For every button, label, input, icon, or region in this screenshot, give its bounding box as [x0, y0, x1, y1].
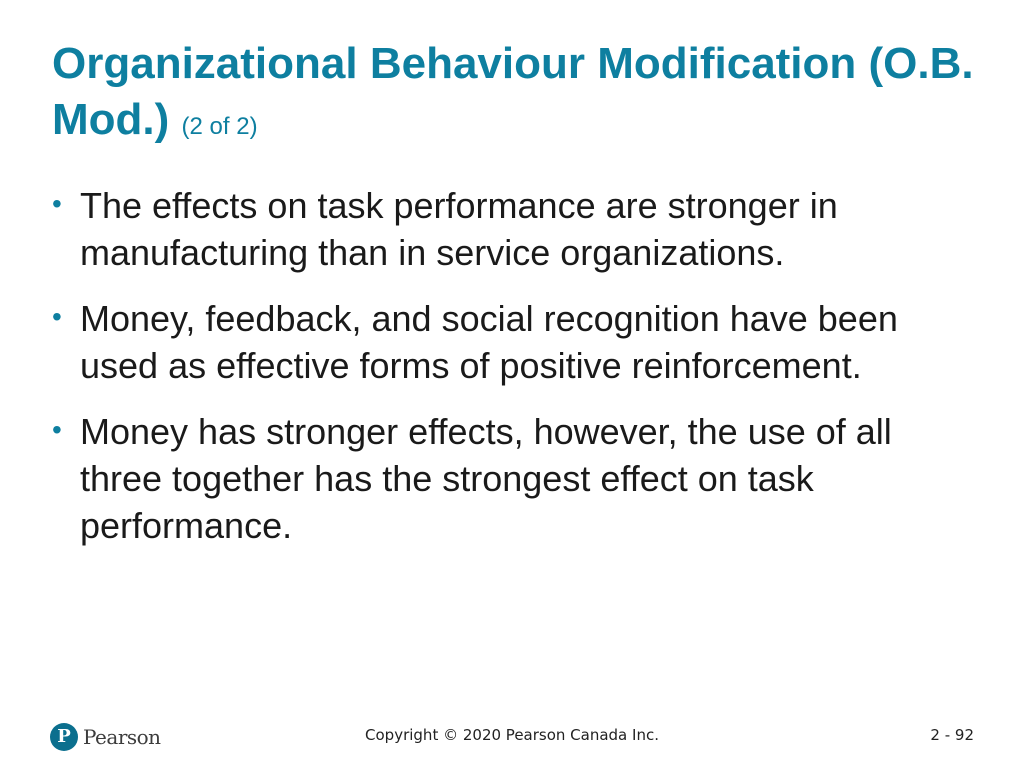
bullet-icon: •	[52, 301, 62, 332]
bullet-text: Money, feedback, and social recognition have been used as effective forms of positive reinforcement.	[80, 298, 898, 386]
bullet-item	[50, 182, 950, 276]
slide-subtitle: (2 of 2)	[181, 113, 258, 140]
bullet-text: Money has stronger effects, however, the use of all three together has the strongest effect on task performance.	[80, 411, 892, 546]
pearson-logo-icon: P	[50, 723, 78, 751]
bullet-text: The effects on task performance are stronger in manufacturing than in service organizations.	[80, 185, 838, 273]
bullet-item	[50, 408, 950, 549]
copyright-text: Copyright © 2020 Pearson Canada Inc.	[365, 726, 659, 744]
slide-footer	[0, 716, 1024, 756]
pearson-logo-text: Pearson	[83, 725, 161, 749]
slide-title	[52, 36, 992, 155]
slide-title-text: Organizational Behaviour Modification (O.B. Mod.)	[52, 39, 974, 144]
bullet-item	[50, 295, 950, 389]
bullet-icon: •	[52, 188, 62, 219]
bullet-icon: •	[52, 414, 62, 445]
page-number: 2 - 92	[930, 726, 974, 744]
bullet-list	[50, 182, 950, 568]
